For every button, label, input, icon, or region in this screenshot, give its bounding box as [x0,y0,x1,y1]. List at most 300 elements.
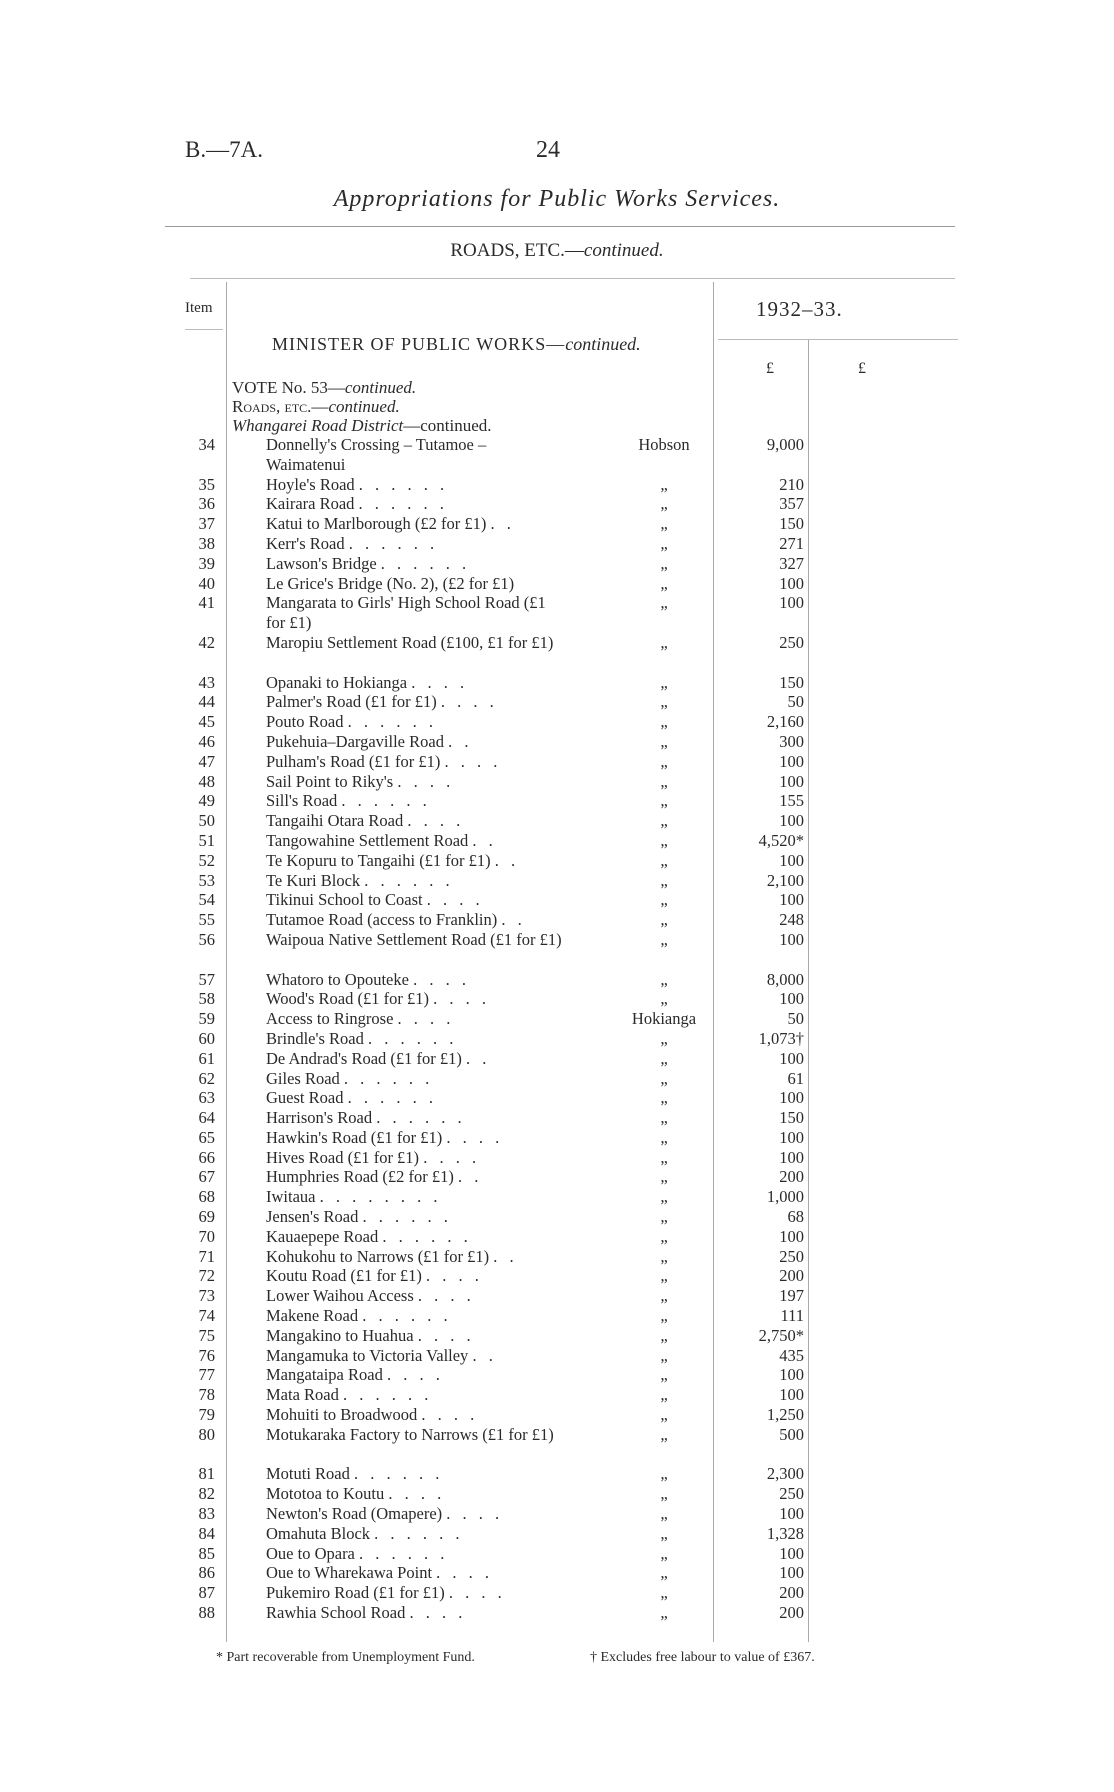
road-name-text: Giles Road [266,1068,340,1088]
leader-dots: . . . . . . [367,1028,458,1048]
table-row [0,772,1114,792]
electoral-district: „ [660,1266,668,1286]
road-name-text: Sail Point to Riky's [266,771,394,791]
road-name [266,574,566,594]
electoral-district: „ [660,1226,668,1246]
item-number: 52 [198,850,215,870]
title-rule [165,226,955,227]
item-number: 48 [198,771,215,791]
road-name-text: Newton's Road (Omapere) [266,1504,443,1524]
road-name [266,593,566,633]
electoral-district: „ [660,1088,668,1108]
item-number: 39 [198,553,215,573]
road-name-text: Mangarata to Girls' High School Road (£1 for £1) [266,593,546,633]
table-row [0,435,1114,475]
road-name [266,1563,566,1583]
road-name [266,871,566,891]
amount-value: 100 [779,771,804,791]
leader-dots: . . . . . . [362,1306,452,1326]
table-row [0,1405,1114,1425]
amount-value: 435 [779,1345,804,1365]
electoral-district: „ [660,593,668,613]
road-name-text: Waipoua Native Settlement Road (£1 for £1) [266,929,562,949]
electoral-district: „ [660,712,668,732]
amount-value: 50 [787,692,804,712]
item-number: 74 [198,1306,215,1326]
road-name [266,1187,566,1207]
leader-dots: . . [494,850,520,870]
amount-value: 100 [779,811,804,831]
leader-dots: . . [466,1048,491,1068]
road-name [266,1365,566,1385]
table-row [0,475,1114,495]
leader-dots: . . [472,1345,497,1365]
electoral-district: „ [660,1246,668,1266]
year-header-rule [718,339,958,340]
electoral-district: „ [660,692,668,712]
amount-value: 100 [779,929,804,949]
item-number: 87 [198,1583,215,1603]
table-row [0,970,1114,990]
electoral-district: „ [660,1484,668,1504]
leader-dots: . . . . . . [347,712,437,732]
table-row [0,1385,1114,1405]
road-name-text: Pouto Road [266,712,344,732]
electoral-district: „ [660,1345,668,1365]
road-name [266,633,566,653]
leader-dots: . . . . . . . . [319,1187,442,1207]
amount-value: 210 [779,474,804,494]
road-name [266,1405,566,1425]
leader-dots: . . . . [425,1266,483,1286]
table-row [0,1326,1114,1346]
table-row [0,1464,1114,1484]
road-name-text: Mangamuka to Victoria Valley [266,1345,469,1365]
table-row [0,1544,1114,1564]
electoral-district: „ [660,1464,668,1484]
amount-value: 150 [779,514,804,534]
road-name-text: Sill's Road [266,791,338,811]
amount-value: 2,750* [758,1325,804,1345]
road-name-text: Jensen's Road [266,1207,359,1227]
electoral-district: „ [660,791,668,811]
item-number: 83 [198,1504,215,1524]
table-row [0,1346,1114,1366]
road-name [266,554,566,574]
road-name-text: Oue to Wharekawa Point [266,1563,433,1583]
electoral-district: „ [660,870,668,890]
electoral-district: „ [660,929,668,949]
table-row [0,1227,1114,1247]
road-name-text: Pukemiro Road (£1 for £1) [266,1583,445,1603]
table-row [0,1069,1114,1089]
amount-value: 155 [779,791,804,811]
item-number: 47 [198,751,215,771]
table-row [0,1108,1114,1128]
road-name-text: Hawkin's Road (£1 for £1) [266,1127,443,1147]
leader-dots: . . . . [446,1504,504,1524]
road-name [266,1207,566,1227]
electoral-district: „ [660,1286,668,1306]
road-name [266,890,566,910]
amount-value: 100 [779,593,804,613]
leader-dots: . . . . . . [382,1226,472,1246]
item-number: 35 [198,474,215,494]
item-number: 57 [198,969,215,989]
electoral-district: „ [660,1127,668,1147]
road-name-text: Pukehuia–Dargaville Road [266,731,444,751]
leader-dots: . . . . [411,672,469,692]
road-name [266,1524,566,1544]
table-row [0,1603,1114,1623]
road-name [266,1603,566,1623]
amount-value: 61 [787,1068,804,1088]
table-row [0,1286,1114,1306]
electoral-district: „ [660,1504,668,1524]
road-name-text: Tikinui School to Coast [266,890,423,910]
table-row [0,1484,1114,1504]
road-name-text: De Andrad's Road (£1 for £1) [266,1048,462,1068]
electoral-district: „ [660,731,668,751]
road-name [266,1247,566,1267]
road-name [266,752,566,772]
amount-value: 100 [779,751,804,771]
item-number: 45 [198,712,215,732]
table-row [0,831,1114,851]
amount-value: 68 [787,1207,804,1227]
road-name [266,1464,566,1484]
amount-value: 2,160 [766,712,804,732]
electoral-district: „ [660,850,668,870]
road-name [266,673,566,693]
electoral-district: „ [660,989,668,1009]
leader-dots: . . . . [421,1405,479,1425]
leader-dots: . . . . [448,1583,506,1603]
roads-heading-main: Roads, etc.— [232,397,329,416]
leader-dots: . . . . [413,969,470,989]
table-row [0,712,1114,732]
page-number: 24 [536,137,560,163]
item-column-header: Item [185,300,213,316]
leader-dots: . . . . [397,1009,455,1029]
road-name [266,1049,566,1069]
section-heading-continued: continued. [583,240,664,261]
minister-heading-main: MINISTER OF PUBLIC WORKS— [272,334,566,354]
road-name-text: Oue to Opara [266,1543,355,1563]
table-row [0,1009,1114,1029]
minister-heading [272,334,641,355]
road-name [266,1306,566,1326]
amount-value: 100 [779,1563,804,1583]
road-name-text: Lower Waihou Access [266,1286,414,1306]
road-name [266,791,566,811]
amount-value: 150 [779,1108,804,1128]
leader-dots: . . . . . . [364,870,454,890]
item-number: 46 [198,731,215,751]
road-name [266,712,566,732]
electoral-district: „ [660,553,668,573]
amount-value: 327 [779,553,804,573]
road-name-text: Kohukohu to Narrows (£1 for £1) [266,1246,490,1266]
table-row [0,574,1114,594]
road-name-text: Mangataipa Road [266,1365,383,1385]
electoral-district: „ [660,1108,668,1128]
leader-dots: . . . . . . [358,474,449,494]
amount-value: 200 [779,1583,804,1603]
table-row [0,930,1114,970]
item-number: 53 [198,870,215,890]
electoral-district: „ [660,1306,668,1326]
table-row [0,673,1114,693]
item-number: 71 [198,1246,215,1266]
leader-dots: . . . . . . [342,1385,433,1405]
vote-heading-main: VOTE No. 53— [232,378,345,397]
table-row [0,534,1114,554]
table-row [0,1266,1114,1286]
item-number: 51 [198,830,215,850]
roads-heading [232,397,400,417]
road-name [266,1108,566,1128]
electoral-district: „ [660,910,668,930]
item-number: 64 [198,1108,215,1128]
item-number: 60 [198,1028,215,1048]
section-heading-main: ROADS, ETC.— [450,240,584,261]
leader-dots: . . . . . . [376,1108,466,1128]
road-name [266,1583,566,1603]
table-row [0,593,1114,633]
leader-dots: . . . . [409,1603,467,1623]
leader-dots: . . . . [417,1286,475,1306]
road-name-text: Palmer's Road (£1 for £1) [266,692,437,712]
road-name-text: Lawson's Bridge [266,553,377,573]
electoral-district: Hokianga [631,1009,697,1029]
table-row [0,1563,1114,1583]
road-name-text: Te Kopuru to Tangaihi (£1 for £1) [266,850,491,870]
road-name-text: Tangowahine Settlement Road [266,830,469,850]
page-title: Appropriations for Public Works Services. [333,186,781,212]
electoral-district: „ [660,830,668,850]
district-heading [232,416,492,436]
item-number: 79 [198,1405,215,1425]
table-row [0,1247,1114,1267]
amount-value: 100 [779,850,804,870]
leader-dots: . . . . [386,1365,444,1385]
amount-value: 100 [779,1365,804,1385]
road-name-text: Mohuiti to Broadwood [266,1405,418,1425]
electoral-district: „ [660,1207,668,1227]
amount-value: 250 [779,1246,804,1266]
road-name-text: Humphries Road (£2 for £1) [266,1167,454,1187]
road-name [266,772,566,792]
table-row [0,1583,1114,1603]
amount-value: 357 [779,494,804,514]
leader-dots: . . . . . . [362,1207,452,1227]
road-name [266,1069,566,1089]
amount-value: 9,000 [766,435,804,454]
item-number: 54 [198,890,215,910]
amount-value: 100 [779,1543,804,1563]
leader-dots: . . . . [426,890,484,910]
amount-value: 1,328 [766,1523,804,1543]
item-number: 38 [198,533,215,553]
table-row [0,1148,1114,1168]
electoral-district: „ [660,514,668,534]
leader-dots: . . . . . . [374,1523,464,1543]
leader-dots: . . . . . . [343,1068,434,1088]
table-row [0,910,1114,930]
footnote-star: * Part recoverable from Unemployment Fund. [216,1650,475,1665]
item-number: 49 [198,791,215,811]
road-name-text: Rawhia School Road [266,1603,406,1623]
road-name [266,1167,566,1187]
item-number: 77 [198,1365,215,1385]
table-row [0,791,1114,811]
section-rule [190,278,955,279]
road-name [266,1326,566,1346]
item-number: 82 [198,1484,215,1504]
road-name [266,1504,566,1524]
table-row [0,890,1114,910]
electoral-district: „ [660,1523,668,1543]
item-number: 80 [198,1424,215,1444]
table-row [0,1128,1114,1148]
road-name-text: Mototoa to Koutu [266,1484,385,1504]
electoral-district: „ [660,1385,668,1405]
amount-value: 500 [779,1424,804,1444]
item-number: 75 [198,1325,215,1345]
road-name [266,1148,566,1168]
roads-heading-continued: continued. [328,397,400,416]
road-name [266,1009,566,1029]
road-name [266,534,566,554]
leader-dots: . . [458,1167,483,1187]
item-number: 65 [198,1127,215,1147]
item-number: 42 [198,632,215,652]
year-column-header: 1932–33. [756,297,843,321]
item-number: 86 [198,1563,215,1583]
amount-value: 100 [779,890,804,910]
road-name-text: Wood's Road (£1 for £1) [266,989,429,1009]
road-name-text: Pulham's Road (£1 for £1) [266,751,441,771]
leader-dots: . . . . [407,811,465,831]
leader-dots: . . [448,731,473,751]
footnote-dagger: † Excludes free labour to value of £367. [590,1650,815,1665]
road-name-text: Brindle's Road [266,1028,364,1048]
vote-heading [232,378,416,398]
electoral-district: „ [660,890,668,910]
leader-dots: . . . . [423,1147,481,1167]
amount-value: 100 [779,1226,804,1246]
road-name-text: Mangakino to Huahua [266,1325,414,1345]
leader-dots: . . [501,910,526,930]
road-name-text: Makene Road [266,1306,359,1326]
leader-dots: . . . . [417,1325,475,1345]
leader-dots: . . . . . . [359,1543,449,1563]
road-name-text: Motuti Road [266,1464,350,1484]
road-name [266,1385,566,1405]
electoral-district: „ [660,811,668,831]
table-row [0,871,1114,891]
amount-value: 100 [779,1147,804,1167]
road-name-text: Mata Road [266,1385,339,1405]
item-number: 50 [198,811,215,831]
item-number: 34 [198,435,215,454]
electoral-district: „ [660,1424,668,1444]
amount-value: 8,000 [766,969,804,989]
electoral-district: „ [660,1187,668,1207]
table-row [0,554,1114,574]
section-heading [0,240,1114,262]
amount-value: 1,250 [766,1405,804,1425]
road-name-text: Le Grice's Bridge (No. 2), (£2 for £1) [266,573,515,593]
leader-dots: . . . . [388,1484,446,1504]
amount-value: 100 [779,1504,804,1524]
road-name-text: Iwitaua [266,1187,316,1207]
amount-value: 248 [779,910,804,930]
electoral-district: „ [660,1147,668,1167]
electoral-district: „ [660,1603,668,1623]
road-name-text: Kairara Road [266,494,355,514]
road-name-text: Maropiu Settlement Road (£100, £1 for £1) [266,632,554,652]
table-row [0,752,1114,772]
road-name [266,930,566,950]
item-number: 85 [198,1543,215,1563]
item-number: 59 [198,1009,215,1029]
table-row [0,1524,1114,1544]
road-name [266,811,566,831]
district-heading-main: Whangarei Road District [232,416,404,435]
item-number: 58 [198,989,215,1009]
road-name-text: Motukaraka Factory to Narrows (£1 for £1) [266,1424,554,1444]
leader-dots: . . . . [440,692,498,712]
item-number: 41 [198,593,215,613]
item-number: 70 [198,1226,215,1246]
item-number: 43 [198,672,215,692]
road-name-text: Donnelly's Crossing – Tutamoe – Waimatenui [266,435,487,474]
electoral-district: „ [660,1068,668,1088]
leader-dots: . . . . . . [347,1088,437,1108]
road-name [266,494,566,514]
item-number: 62 [198,1068,215,1088]
item-number: 37 [198,514,215,534]
road-name-text: Hives Road (£1 for £1) [266,1147,420,1167]
item-number: 66 [198,1147,215,1167]
road-name-text: Kauaepepe Road [266,1226,379,1246]
road-name-text: Harrison's Road [266,1108,373,1128]
amount-value: 2,100 [766,870,804,890]
leader-dots: . . . . . . [358,494,448,514]
amount-value: 197 [779,1286,804,1306]
road-name-text: Tangaihi Otara Road [266,811,404,831]
table-row [0,494,1114,514]
road-name [266,1544,566,1564]
electoral-district: „ [660,1048,668,1068]
electoral-district: „ [660,1543,668,1563]
road-name [266,970,566,990]
electoral-district: „ [660,573,668,593]
road-name-text: Whatoro to Opouteke [266,969,409,989]
appropriations-table-body [0,435,1114,1623]
electoral-district: „ [660,751,668,771]
road-name [266,475,566,495]
vote-heading-continued: continued. [344,378,417,397]
item-number: 84 [198,1523,215,1543]
table-row [0,732,1114,752]
road-name-text: Hoyle's Road [266,474,355,494]
electoral-district: „ [660,494,668,514]
table-row [0,1049,1114,1069]
item-number: 36 [198,494,215,514]
